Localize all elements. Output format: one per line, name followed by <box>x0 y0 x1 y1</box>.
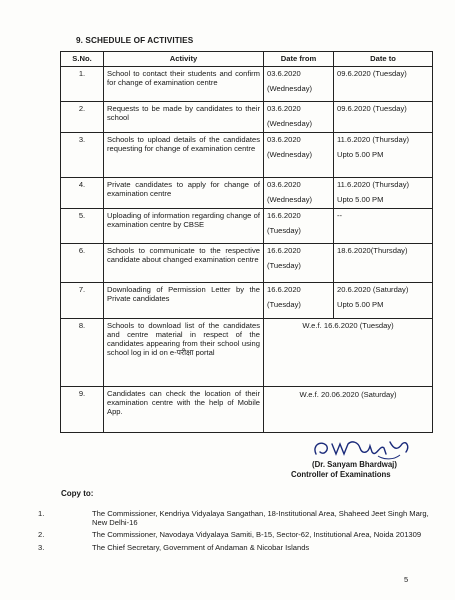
row-sno: 1. <box>61 67 104 102</box>
date-to-note: Upto 5.00 PM <box>337 195 384 204</box>
row-date-from <box>264 133 334 178</box>
header-date-from: Date from <box>264 52 334 67</box>
row-activity: Schools to download list of the candidates and centre material in respect of the candidates appearing from their school using school log in id on e-परीक्षा portal <box>104 319 264 387</box>
row-date-from <box>264 209 334 244</box>
copy-to-label: Copy to: <box>61 489 94 498</box>
table-row <box>61 283 433 319</box>
table-row <box>61 244 433 283</box>
date-to-value: 09.6.2020 (Tuesday) <box>337 104 407 113</box>
date-from-day: (Wednesday) <box>267 119 313 128</box>
date-from-day: (Tuesday) <box>267 226 301 235</box>
table-row <box>61 102 433 133</box>
table-row <box>61 319 433 387</box>
row-sno: 3. <box>61 133 104 178</box>
signatory-name: (Dr. Sanyam Bhardwaj) <box>312 460 397 469</box>
row-date-to <box>334 244 433 283</box>
list-item-number: 2. <box>38 530 45 540</box>
row-date-to <box>334 178 433 209</box>
date-from-day: (Tuesday) <box>267 261 301 270</box>
date-from-value: 16.6.2020 <box>267 285 301 294</box>
date-from-day: (Wednesday) <box>267 195 313 204</box>
date-from-day: (Tuesday) <box>267 300 301 309</box>
list-item <box>38 543 433 552</box>
date-from-value: 16.6.2020 <box>267 211 301 220</box>
date-from-value: 16.6.2020 <box>267 246 301 255</box>
row-activity: Requests to be made by candidates to their school <box>104 102 264 133</box>
list-item-number: 3. <box>38 542 45 552</box>
handwritten-signature <box>306 436 416 462</box>
row-activity: School to contact their students and confirm for change of examination centre <box>104 67 264 102</box>
row-date-from <box>264 67 334 102</box>
date-to-value: 20.6.2020 (Saturday) <box>337 285 409 294</box>
row-date-to <box>334 283 433 319</box>
row-date-range: W.e.f. 20.06.2020 (Saturday) <box>264 387 433 433</box>
table-row <box>61 387 433 433</box>
date-from-value: 03.6.2020 <box>267 69 301 78</box>
row-date-to <box>334 209 433 244</box>
row-activity: Downloading of Permission Letter by the Private candidates <box>104 283 264 319</box>
date-from-value: 03.6.2020 <box>267 180 301 189</box>
row-sno: 4. <box>61 178 104 209</box>
row-activity: Uploading of information regarding change of examination centre by CBSE <box>104 209 264 244</box>
header-date-to: Date to <box>334 52 433 67</box>
row-date-to <box>334 67 433 102</box>
date-from-day: (Wednesday) <box>267 150 313 159</box>
date-to-value: 11.6.2020 (Thursday) <box>337 135 410 144</box>
row-sno: 5. <box>61 209 104 244</box>
date-from-day: (Wednesday) <box>267 84 313 93</box>
list-item-text: The Chief Secretary, Government of Andaman & Nicobar Islands <box>92 542 310 552</box>
date-from-value: 03.6.2020 <box>267 104 301 113</box>
list-item-number: 1. <box>38 509 45 518</box>
table-row <box>61 178 433 209</box>
row-date-from <box>264 244 334 283</box>
row-date-to <box>334 133 433 178</box>
list-item <box>38 509 433 527</box>
row-sno: 9. <box>61 387 104 433</box>
row-date-from <box>264 283 334 319</box>
row-date-to <box>334 102 433 133</box>
row-sno: 8. <box>61 319 104 387</box>
row-date-range: W.e.f. 16.6.2020 (Tuesday) <box>264 319 433 387</box>
page-number: 5 <box>404 575 409 584</box>
date-to-note: Upto 5.00 PM <box>337 150 384 159</box>
table-row <box>61 133 433 178</box>
row-activity: Candidates can check the location of their examination centre with the help of Mobile App. <box>104 387 264 433</box>
table-row <box>61 209 433 244</box>
date-from-value: 03.6.2020 <box>267 135 301 144</box>
row-date-from <box>264 102 334 133</box>
row-sno: 2. <box>61 102 104 133</box>
date-to-value: 11.6.2020 (Thursday) <box>337 180 410 189</box>
row-activity: Schools to upload details of the candidates requesting for change of examination centre <box>104 133 264 178</box>
row-date-from <box>264 178 334 209</box>
date-to-note: Upto 5.00 PM <box>337 300 384 309</box>
section-heading: 9. SCHEDULE OF ACTIVITIES <box>76 36 194 45</box>
signatory-title: Controller of Examinations <box>291 470 391 479</box>
list-item <box>38 530 433 539</box>
table-header-row <box>61 52 433 67</box>
header-activity: Activity <box>104 52 264 67</box>
list-item-text: The Commissioner, Kendriya Vidyalaya Sangathan, 18-Institutional Area, Shaheed Jeet Singh Marg, New Delhi-16 <box>92 509 429 528</box>
date-to-value: 09.6.2020 (Tuesday) <box>337 69 407 78</box>
header-sno: S.No. <box>61 52 104 67</box>
table-row <box>61 67 433 102</box>
row-activity: Schools to communicate to the respective candidate about changed examination centre <box>104 244 264 283</box>
row-sno: 7. <box>61 283 104 319</box>
schedule-table <box>60 51 433 433</box>
row-sno: 6. <box>61 244 104 283</box>
row-activity: Private candidates to apply for change of examination centre <box>104 178 264 209</box>
date-to-value: 18.6.2020(Thursday) <box>337 246 408 255</box>
copy-to-list <box>38 509 433 555</box>
list-item-text: The Commissioner, Navodaya Vidyalaya Samiti, B-15, Sector-62, Institutional Area, Noida 201309 <box>92 530 422 540</box>
date-to-value: -- <box>337 211 343 220</box>
